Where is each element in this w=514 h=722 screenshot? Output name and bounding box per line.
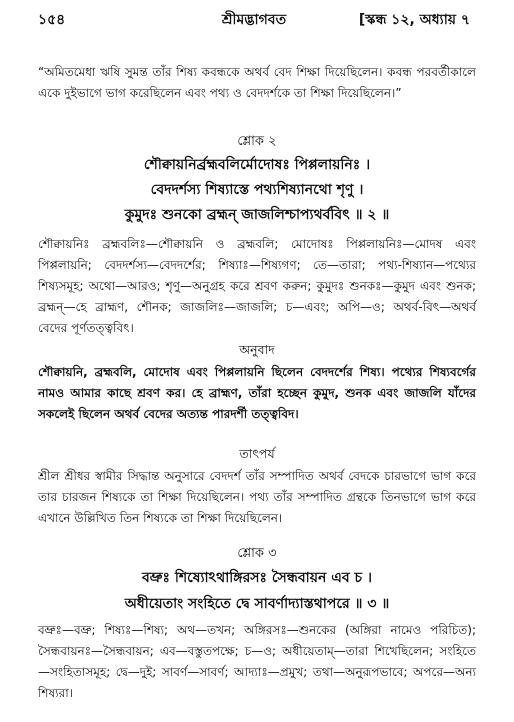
shloka-2-purport: শ্রীল শ্রীধর স্বামীর সিদ্ধান্ত অনুসারে বেদদর্শ তাঁর সম্পাদিত অথর্ব বেদকে চারভাগে ভাগ করে তার চারজন শিষ্যকে তা শিক্ষা দিয়েছিলেন। পথ্য তাঁর সম্পাদিত গ্রন্থকে তিনভাগে ভাগ করে এখানে উল্লিখিত তিন শিষ্যকে তা শিক্ষা দিয়েছিলেন। xyxy=(38,469,476,525)
intro-paragraph: “অমিতমেধা ঋষি সুমন্ত তাঁর শিষ্য কবন্ধকে অথর্ব বেদ শিক্ষা দিয়েছিলেন। কবন্ধ পরবর্তীকালে একে দুইভাগে ভাগ করেছিলেন এবং পথ্য ও বেদদর্শকে তা শিক্ষা দিয়েছিলেন।” xyxy=(38,65,476,100)
shloka-2-label: শ্লোক ২ xyxy=(237,134,277,149)
shloka-2-line-2: বেদদর্শস্য শিষ্যাস্তে পথ্যশিষ্যানথো শৃণু । xyxy=(150,182,364,198)
shloka-3-line-2: অধীয়েতাং সংহিতে দ্বে সাবর্ণাদ্যাস্তথাপরে ॥ ৩ ॥ xyxy=(124,596,390,612)
shloka-2-line-1: শৌক্বায়নির্ব্রহ্মবলির্মোদোষঃ পিপ্পলায়নিঃ । xyxy=(143,157,371,173)
running-title: শ্রীমদ্ভাগবত xyxy=(221,12,287,28)
shloka-2-line-3: কুমুদঃ শুনকো ব্রহ্মন্ জাজলিশ্চাপ্যথর্ববিৎ ॥ ২ ॥ xyxy=(124,207,390,223)
shloka-2-translation: শৌক্বায়নি, ব্রহ্মবলি, মোদোষ এবং পিপ্পলায়নি ছিলেন বেদদর্শের শিষ্য। পথ্যের শিষ্যবর্গের নামও আমার কাছে শ্রবণ কর। হে ব্রাহ্মণ, তাঁরা হচ্ছেন কুমুদ, শুনক এবং জাজলি যাঁদের সকলেই ছিলেন অথর্ব বেদের অত্যন্ত পারদর্শী তত্ত্ববিদ। xyxy=(38,365,476,421)
purport-heading: তাৎপর্য xyxy=(239,446,275,461)
chapter-reference: [স্কন্ধ ১২, অধ্যায় ৭ xyxy=(358,12,470,28)
shloka-3-line-1: বভ্রুঃ শিষ্যোঽথাঙ্গিরসঃ সৈন্ধবায়ন এব চ । xyxy=(142,570,372,586)
shloka-3-label: শ্লোক ৩ xyxy=(237,546,277,561)
shloka-3-synonyms: বভ্রুঃ—বভ্রু; শিষ্যঃ—শিষ্য; অথ—তখন; অঙ্গিরসঃ—শুনকের (অঙ্গিরা নামেও পরিচিত); সৈন্ধবায়নঃ—সৈন্ধবায়ন; এব—বস্তুতপক্ষে; চ—ও; অধীয়েতাম্—তারা শিখেছিলেন; সংহিতে—সংহিতাসমূহ; দ্বে—দুই; সাবর্ণ—সাবর্ণ; আদ্যাঃ—প্রমুখ; তথা—অনুরূপভাবে; অপরে—অন্য শিষ্যরা। xyxy=(38,623,476,700)
page-number: ১৫৪ xyxy=(38,12,66,28)
translation-heading: অনুবাদ xyxy=(239,342,275,357)
shloka-2-synonyms: শৌক্বায়নিঃ ব্রহ্মবলিঃ—শৌক্বায়নি ও ব্রহ্মবলি; মোদোষঃ পিপ্পলায়নিঃ—মোদষ এবং পিপ্পলায়নি; বেদদর্শস্য—বেদদর্শের; শিষ্যাঃ—শিষ্যগণ; তে—তারা; পথ্য-শিষ্যান—পথ্যের শিষ্যসমূহ; অথো—আরও; শৃণু—অনুগ্রহ করে শ্রবণ করুন; কুমুদঃ শুনকঃ—কুমুদ এবং শুনক; ব্রহ্মন্—হে ব্রাহ্মণ, শৌনক; জাজলিঃ—জাজলি; চ—এবং; অপি—ও; অথর্ব-বিৎ—অথর্ব বেদের পূর্ণতত্ত্ববিৎ। xyxy=(38,237,476,335)
page-header xyxy=(38,8,470,32)
